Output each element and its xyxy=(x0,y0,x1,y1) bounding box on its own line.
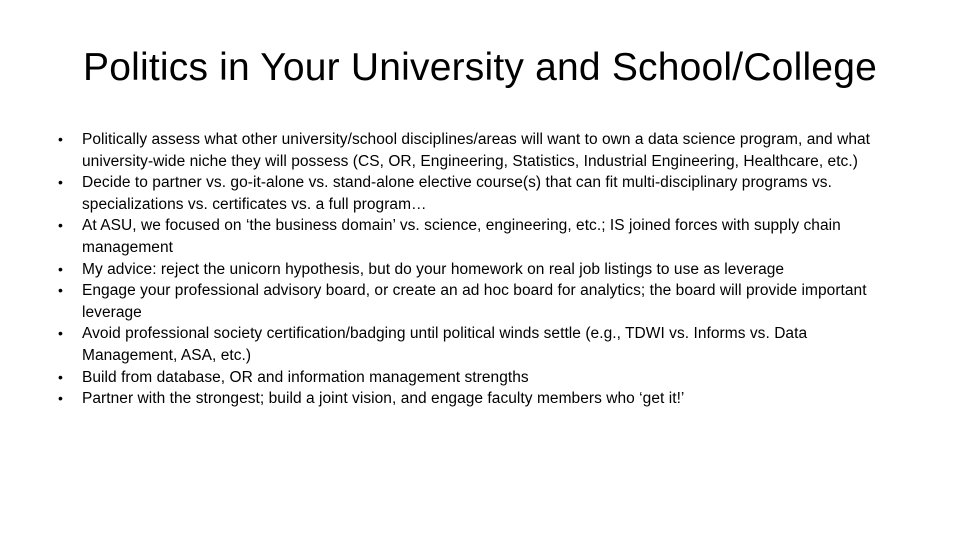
bullet-text: Decide to partner vs. go-it-alone vs. stand-alone elective course(s) that can fit multi-disciplinary programs vs. specializations vs. certificates vs. a full program… xyxy=(82,174,832,213)
bullet-text: Build from database, OR and information management strengths xyxy=(82,368,529,386)
bullet-list xyxy=(58,129,906,410)
bullet-item xyxy=(58,129,906,172)
bullet-item xyxy=(58,388,906,410)
bullet-marker: • xyxy=(58,390,63,407)
bullet-item xyxy=(58,215,906,258)
bullet-item xyxy=(58,323,906,366)
bullet-item xyxy=(58,172,906,215)
bullet-marker: • xyxy=(58,368,63,385)
bullet-item xyxy=(58,280,906,323)
slide-title: Politics in Your University and School/College xyxy=(83,46,877,89)
bullet-text: My advice: reject the unicorn hypothesis, but do your homework on real job listings to use as leverage xyxy=(82,260,785,278)
bullet-marker: • xyxy=(58,325,63,342)
bullet-item xyxy=(58,259,906,281)
bullet-item xyxy=(58,367,906,389)
bullet-text: Partner with the strongest; build a joint vision, and engage faculty members who ‘get it!’ xyxy=(82,390,685,408)
bullet-text: Engage your professional advisory board, or create an ad hoc board for analytics; the board will provide important leverage xyxy=(82,282,867,321)
bullet-marker: • xyxy=(58,217,63,234)
bullet-text: At ASU, we focused on ‘the business domain’ vs. science, engineering, etc.; IS joined forces with supply chain management xyxy=(82,217,841,256)
bullet-marker: • xyxy=(58,282,63,299)
bullet-marker: • xyxy=(58,260,63,277)
bullet-text: Politically assess what other university/school disciplines/areas will want to own a data science program, and what university-wide niche they will possess (CS, OR, Engineering, Statistics, Industrial Engineering, Healthcare, etc.) xyxy=(82,131,871,170)
bullet-marker: • xyxy=(58,131,63,147)
bullet-marker: • xyxy=(58,174,63,191)
bullet-text: Avoid professional society certification/badging until political winds settle (e.g., TDWI vs. Informs vs. Data Management, ASA, etc.) xyxy=(82,325,808,364)
